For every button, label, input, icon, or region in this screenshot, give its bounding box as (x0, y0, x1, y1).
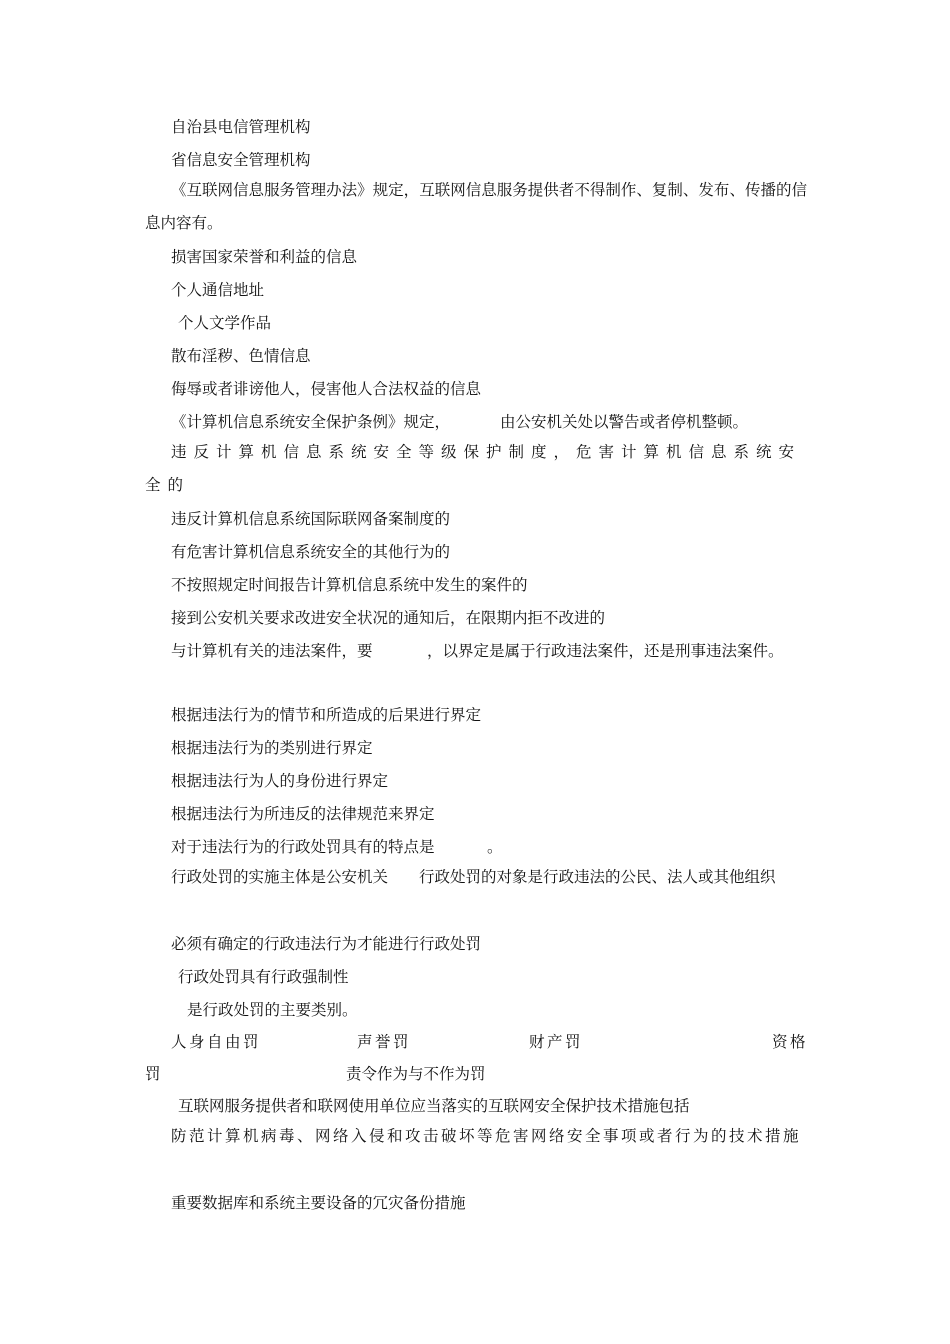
question-text: 是行政处罚的主要类别。 (187, 1001, 358, 1019)
question-text: 与计算机有关的违法案件，要 (171, 642, 373, 660)
question-text: ，以界定是属于行政违法案件，还是刑事违法案件。 (427, 642, 784, 660)
option-line: 违反计算机信息系统国际联网备案制度的 (171, 510, 451, 528)
question-text: 。 (487, 838, 503, 856)
option-line: 不按照规定时间报告计算机信息系统中发生的案件的 (171, 576, 528, 594)
option-line: 损害国家荣誉和利益的信息 (171, 248, 358, 266)
question-text: 《计算机信息系统安全保护条例》规定， (171, 413, 451, 431)
option-line: 行政处罚的实施主体是公安机关 行政处罚的对象是行政违法的公民、法人或其他组织 (171, 868, 776, 886)
option-line: 根据违法行为的类别进行界定 (171, 739, 373, 757)
option-line: 有危害计算机信息系统安全的其他行为的 (171, 543, 451, 561)
option-line: 自治县电信管理机构 (171, 118, 311, 136)
option-line: 侮辱或者诽谤他人，侵害他人合法权益的信息 (171, 380, 482, 398)
option-line: 根据违法行为的情节和所造成的后果进行界定 (171, 706, 482, 724)
option-line: 财产罚 (529, 1033, 584, 1051)
option-line: 违反计算机信息系统安全等级保护制度，危害计算机信息系统安全的 (145, 443, 802, 494)
question-text: 对于违法行为的行政处罚具有的特点是 (171, 838, 435, 856)
option-line: 必须有确定的行政违法行为才能进行行政处罚 (171, 935, 482, 953)
option-line: 行政处罚具有行政强制性 (178, 968, 349, 986)
option-line: 责令作为与不作为罚 (346, 1065, 486, 1083)
option-line: 资格 (772, 1033, 809, 1051)
option-line: 根据违法行为所违反的法律规范来界定 (171, 805, 435, 823)
option-line: 罚 (145, 1065, 161, 1083)
option-line: 接到公安机关要求改进安全状况的通知后，在限期内拒不改进的 (171, 609, 606, 627)
option-line: 根据违法行为人的身份进行界定 (171, 772, 389, 790)
option-line: 防范计算机病毒、网络入侵和攻击破坏等危害网络安全事项或者行为的技术措施 (171, 1127, 802, 1145)
question-text: 由公安机关处以警告或者停机整顿。 (500, 413, 749, 431)
option-line: 省信息安全管理机构 (171, 151, 311, 169)
question-text: 《互联网信息服务管理办法》规定，互联网信息服务提供者不得制作、复制、发布、传播的信息内容有。 (145, 181, 807, 232)
option-line: 声誉罚 (357, 1033, 412, 1051)
option-line: 人身自由罚 (171, 1033, 262, 1051)
option-line: 个人文学作品 (178, 314, 272, 332)
option-line: 重要数据库和系统主要设备的冗灾备份措施 (171, 1194, 466, 1212)
question-text: 互联网服务提供者和联网使用单位应当落实的互联网安全保护技术措施包括 (178, 1097, 690, 1115)
option-line: 个人通信地址 (171, 281, 265, 299)
option-line: 散布淫秽、色情信息 (171, 347, 311, 365)
